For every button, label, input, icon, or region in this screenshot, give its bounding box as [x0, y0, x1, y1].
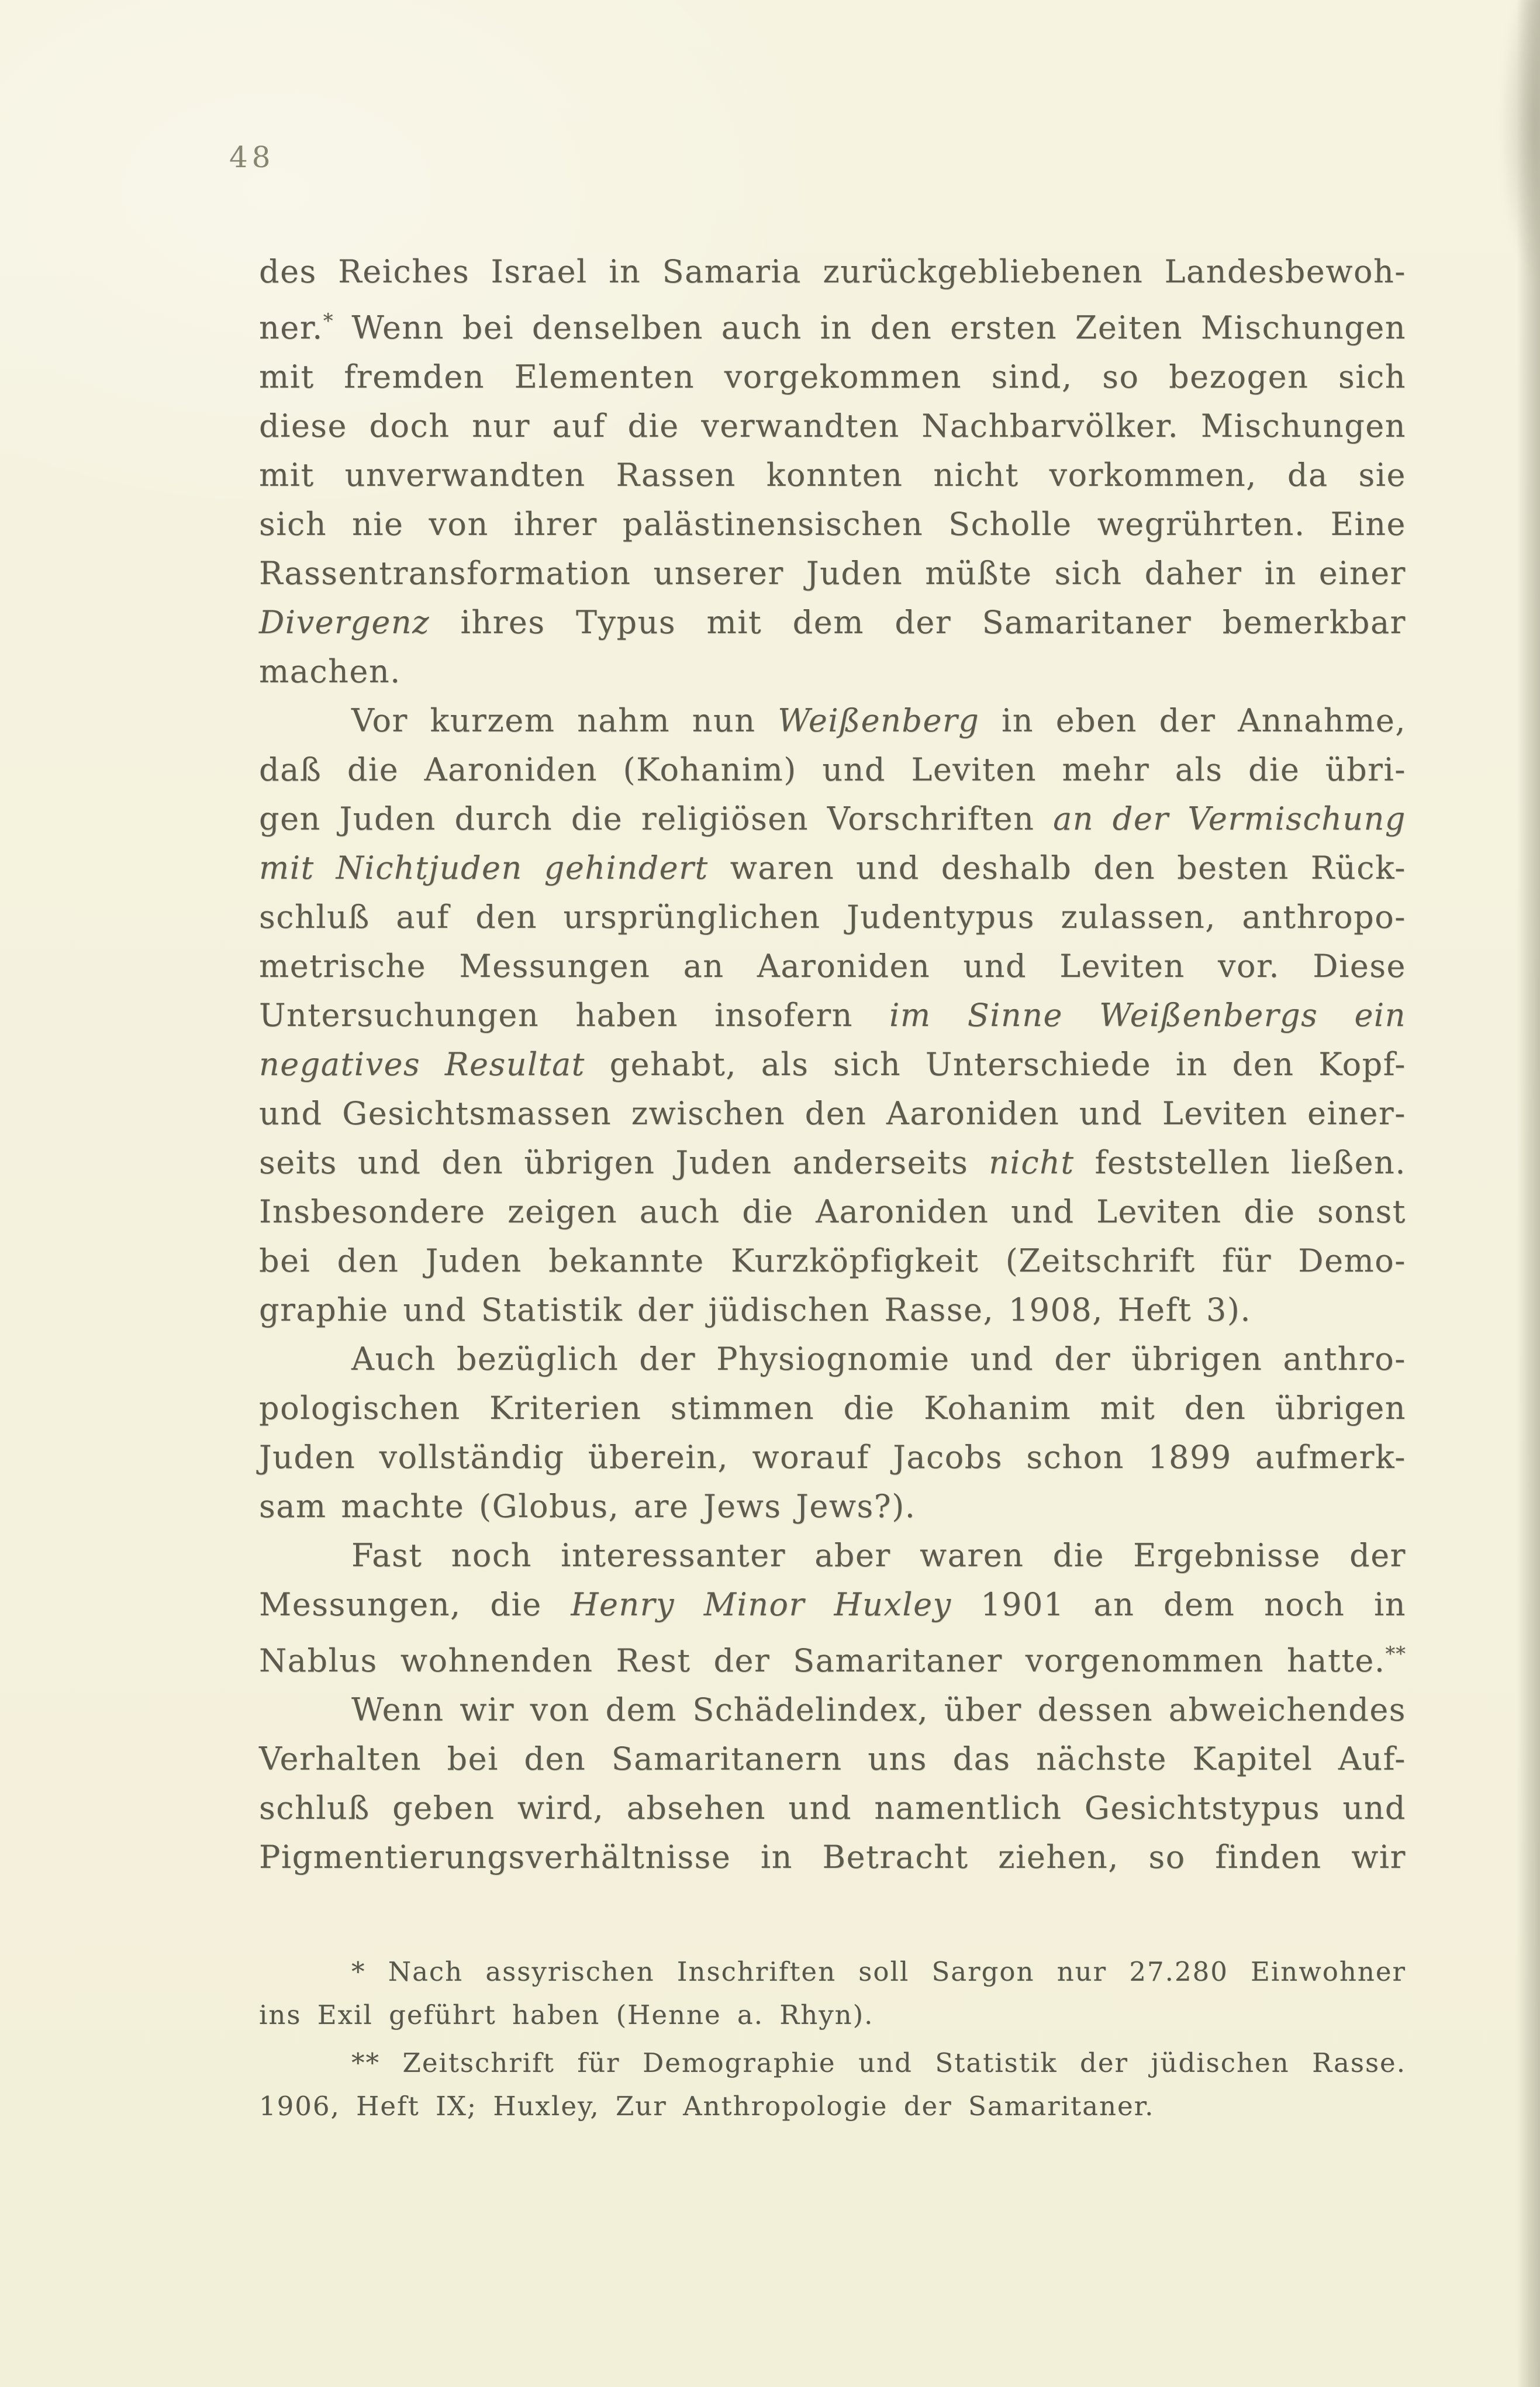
footnote-marker: ** — [1385, 1642, 1406, 1665]
text-run: sam machte (Globus, are Jews Jews?). — [259, 1488, 916, 1525]
text-line — [259, 1580, 1406, 1629]
text-run: Fast noch interessanter aber waren die Ergebnisse der — [351, 1537, 1406, 1574]
text-line — [259, 247, 1406, 296]
text-line — [259, 2085, 1406, 2128]
text-line — [259, 1384, 1406, 1433]
footnote — [259, 1950, 1406, 2037]
text-run: gen Juden durch die religiösen Vorschriften — [259, 800, 1054, 837]
text-run: Untersuchungen haben insofern — [259, 997, 890, 1034]
text-run: in eben der Annahme, — [979, 702, 1406, 739]
text-line — [259, 451, 1406, 500]
text-line — [259, 549, 1406, 598]
text-line — [259, 794, 1406, 844]
text-run: * Nach assyrischen Inschriften soll Sargon nur 27.280 Einwohner — [351, 1956, 1406, 1987]
text-run: ins Exil geführt haben (Henne a. Rhyn). — [259, 1999, 874, 2030]
text-line — [259, 1833, 1406, 1882]
text-run: graphie und Statistik der jüdischen Rasse, 1908, Heft 3). — [259, 1291, 1252, 1328]
italic-text-run: Divergenz — [259, 604, 430, 641]
text-line — [259, 2041, 1406, 2085]
italic-text-run: Weißenberg — [778, 702, 980, 739]
text-line — [259, 1433, 1406, 1482]
text-run: seits und den übrigen Juden anderseits — [259, 1144, 989, 1181]
text-line — [259, 893, 1406, 942]
text-run: ner. — [259, 309, 323, 346]
italic-text-run: nicht — [989, 1144, 1075, 1181]
text-run: feststellen ließen. — [1074, 1144, 1406, 1181]
text-run: daß die Aaroniden (Kohanim) und Leviten mehr als die übri- — [259, 751, 1406, 788]
text-line — [259, 1950, 1406, 1994]
text-line — [259, 745, 1406, 794]
text-run: sich nie von ihrer palästinensischen Scholle wegrührten. Eine — [259, 506, 1406, 543]
text-run: Juden vollständig überein, worauf Jacobs schon 1899 aufmerk- — [259, 1439, 1406, 1476]
text-run: 1901 an dem noch in — [951, 1586, 1407, 1623]
text-line — [259, 402, 1406, 451]
text-line — [259, 991, 1406, 1040]
text-line — [259, 1482, 1406, 1531]
italic-text-run: im Sinne Weißenbergs ein — [889, 997, 1406, 1034]
text-run: Verhalten bei den Samaritanern uns das nächste Kapitel Auf- — [259, 1740, 1406, 1777]
text-run: ihres Typus mit dem der Samaritaner bemerkbar — [430, 604, 1406, 641]
body-text-block — [259, 247, 1406, 1882]
text-line — [259, 1040, 1406, 1089]
text-line — [259, 1629, 1406, 1685]
text-line — [259, 1735, 1406, 1784]
text-run: des Reiches Israel in Samaria zurückgebliebenen Landesbewoh- — [259, 253, 1406, 290]
text-line — [259, 1089, 1406, 1138]
text-run: schluß auf den ursprünglichen Judentypus zulassen, anthropo- — [259, 899, 1406, 935]
text-run: 1906, Heft IX; Huxley, Zur Anthropologie der Samaritaner. — [259, 2091, 1155, 2122]
text-line — [259, 353, 1406, 402]
italic-text-run: an der Vermischung — [1053, 800, 1406, 837]
text-run: gehabt, als sich Unterschiede in den Kopf- — [585, 1046, 1407, 1083]
text-run: pologischen Kriterien stimmen die Kohanim mit den übrigen — [259, 1390, 1406, 1426]
text-run: Pigmentierungsverhältnisse in Betracht ziehen, so finden wir — [259, 1839, 1406, 1875]
text-line — [259, 296, 1406, 353]
italic-text-run: mit Nichtjuden gehindert — [259, 849, 709, 886]
text-run: Vor kurzem nahm nun — [351, 702, 778, 739]
italic-text-run: negatives Resultat — [259, 1046, 585, 1083]
text-line — [259, 647, 1406, 696]
footnote-marker: * — [323, 309, 334, 332]
text-run: machen. — [259, 653, 401, 690]
text-run: und Gesichtsmassen zwischen den Aaroniden und Leviten einer- — [259, 1095, 1406, 1132]
footnote — [259, 2041, 1406, 2128]
text-run: mit fremden Elementen vorgekommen sind, so bezogen sich — [259, 358, 1406, 395]
text-run: Rassentransformation unserer Juden müßte sich daher in einer — [259, 555, 1406, 592]
page-edge-shadow — [1517, 0, 1540, 2387]
text-line — [259, 1784, 1406, 1833]
text-run: metrische Messungen an Aaroniden und Leviten vor. Diese — [259, 948, 1406, 984]
text-line — [259, 1236, 1406, 1286]
text-line — [259, 942, 1406, 991]
text-run: diese doch nur auf die verwandten Nachbarvölker. Mischungen — [259, 407, 1406, 444]
text-run: Nablus wohnenden Rest der Samaritaner vorgenommen hatte. — [259, 1642, 1386, 1679]
text-run: ** Zeitschrift für Demographie und Statistik der jüdischen Rasse. — [351, 2047, 1406, 2078]
text-run: Insbesondere zeigen auch die Aaroniden und Leviten die sonst — [259, 1193, 1406, 1230]
text-run: Wenn bei denselben auch in den ersten Zeiten Mischungen — [333, 309, 1406, 346]
text-line — [259, 1531, 1406, 1580]
text-line — [259, 844, 1406, 893]
text-run: Auch bezüglich der Physiognomie und der übrigen anthro- — [351, 1341, 1406, 1377]
text-line — [259, 500, 1406, 549]
italic-text-run: Henry Minor Huxley — [571, 1586, 952, 1623]
text-line — [259, 1138, 1406, 1187]
text-line — [259, 1286, 1406, 1335]
text-line — [259, 1994, 1406, 2037]
text-run: schluß geben wird, absehen und namentlich Gesichtstypus und — [259, 1790, 1406, 1826]
footnotes-block — [259, 1950, 1406, 2128]
text-run: waren und deshalb den besten Rück- — [708, 849, 1406, 886]
text-line — [259, 1187, 1406, 1236]
text-run: bei den Juden bekannte Kurzköpfigkeit (Zeitschrift für Demo- — [259, 1242, 1406, 1279]
text-line — [259, 1335, 1406, 1384]
text-line — [259, 696, 1406, 745]
text-line — [259, 1685, 1406, 1735]
text-run: mit unverwandten Rassen konnten nicht vorkommen, da sie — [259, 457, 1406, 493]
text-run: Wenn wir von dem Schädelindex, über dessen abweichendes — [351, 1691, 1406, 1728]
text-line — [259, 598, 1406, 647]
text-run: Messungen, die — [259, 1586, 571, 1623]
page-number: 48 — [229, 140, 275, 174]
